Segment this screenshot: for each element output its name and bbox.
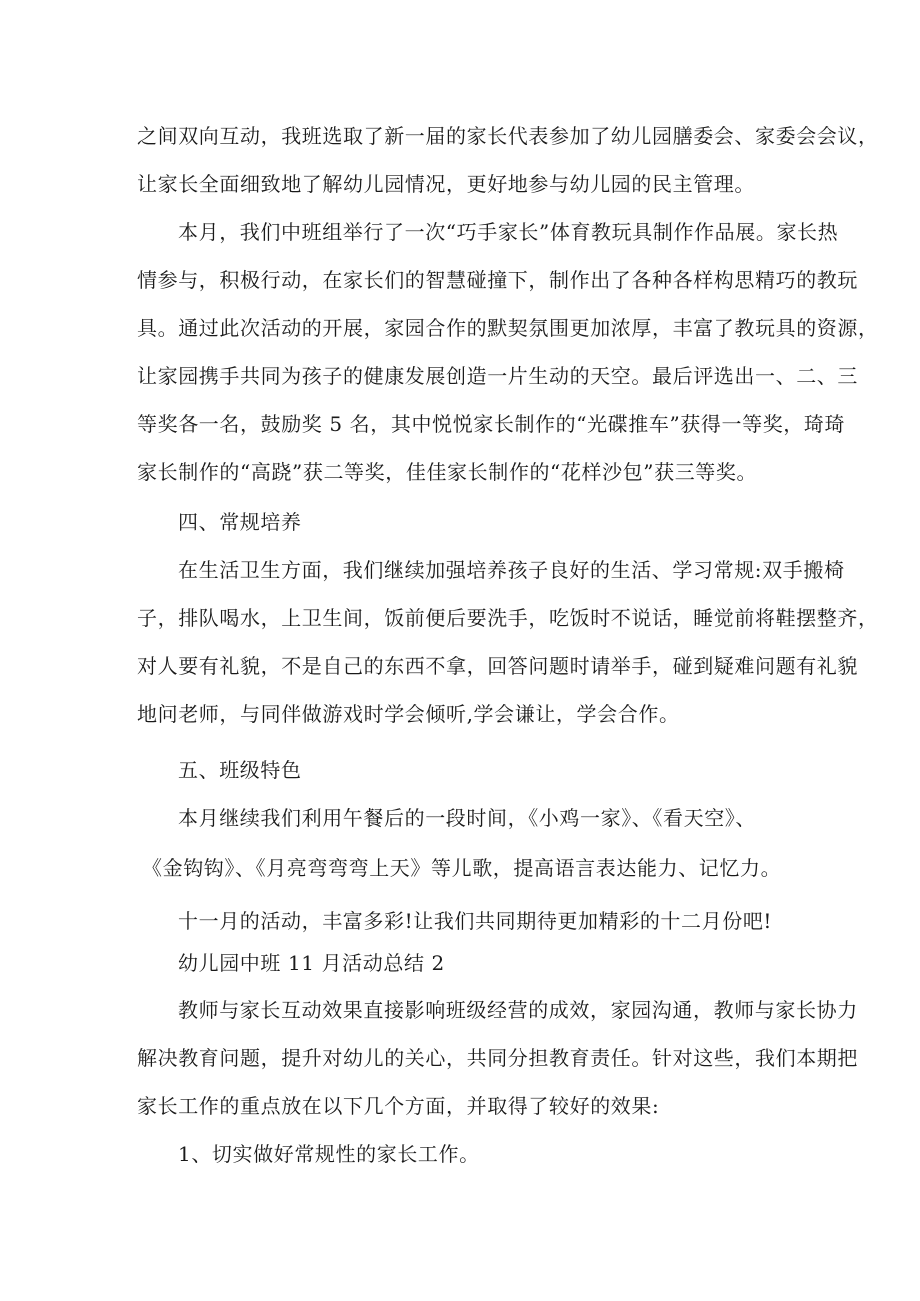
line-8: 家长制作的“高跷”获二等奖，佳佳家长制作的“花样沙包”获三等奖。: [137, 460, 758, 484]
line-13: 地问老师，与同伴做游戏时学会倾听,学会谦让，学会合作。: [137, 702, 680, 726]
line-17: 十一月的活动，丰富多彩!让我们共同期待更加精彩的十二月份吧!: [178, 909, 773, 933]
line-10: 在生活卫生方面，我们继续加强培养孩子良好的生活、学习常规:双手搬椅: [178, 558, 845, 582]
line-7: 等奖各一名，鼓励奖 5 名，其中悦悦家长制作的“光碟推车”获得一等奖，琦琦: [137, 412, 846, 436]
section-heading-class-feature: 五、班级特色: [178, 758, 302, 782]
line-19: 教师与家长互动效果直接影响班级经营的成效，家园沟通，教师与家长协力: [178, 998, 858, 1022]
line-3: 本月，我们中班组举行了一次“巧手家长”体育教玩具制作作品展。家长热: [178, 220, 839, 244]
line-12: 对人要有礼貌，不是自己的东西不拿，回答问题时请举手，碰到疑难问题有礼貌: [137, 654, 858, 678]
line-1: 之间双向互动，我班选取了新一届的家长代表参加了幼儿园膳委会、家委会会议，: [137, 124, 879, 148]
line-4: 情参与，积极行动，在家长们的智慧碰撞下，制作出了各种各样构思精巧的教玩: [137, 268, 858, 292]
line-6: 让家园携手共同为孩子的健康发展创造一片生动的天空。最后评选出一、二、三: [137, 364, 858, 388]
line-5: 具。通过此次活动的开展，家园合作的默契氛围更加浓厚，丰富了教玩具的资源，: [137, 316, 879, 340]
line-16: 《金钩钩》、《月亮弯弯弯上天》等儿歌，提高语言表达能力、记忆力。: [142, 856, 782, 880]
list-item-1: 1、切实做好常规性的家长工作。: [178, 1142, 480, 1166]
line-11: 子，排队喝水，上卫生间，饭前便后要洗手，吃饭时不说话，睡觉前将鞋摆整齐，: [137, 606, 879, 630]
line-20: 解决教育问题，提升对幼儿的关心，共同分担教育责任。针对这些，我们本期把: [137, 1046, 858, 1070]
line-21: 家长工作的重点放在以下几个方面，并取得了较好的效果:: [137, 1094, 660, 1118]
section-heading-routine: 四、常规培养: [178, 510, 302, 534]
line-2: 让家长全面细致地了解幼儿园情况，更好地参与幼儿园的民主管理。: [137, 172, 755, 196]
subtitle-summary-2: 幼儿园中班 11 月活动总结 2: [178, 951, 445, 975]
line-15: 本月继续我们利用午餐后的一段时间，《小鸡一家》、《看天空》、: [178, 806, 756, 830]
